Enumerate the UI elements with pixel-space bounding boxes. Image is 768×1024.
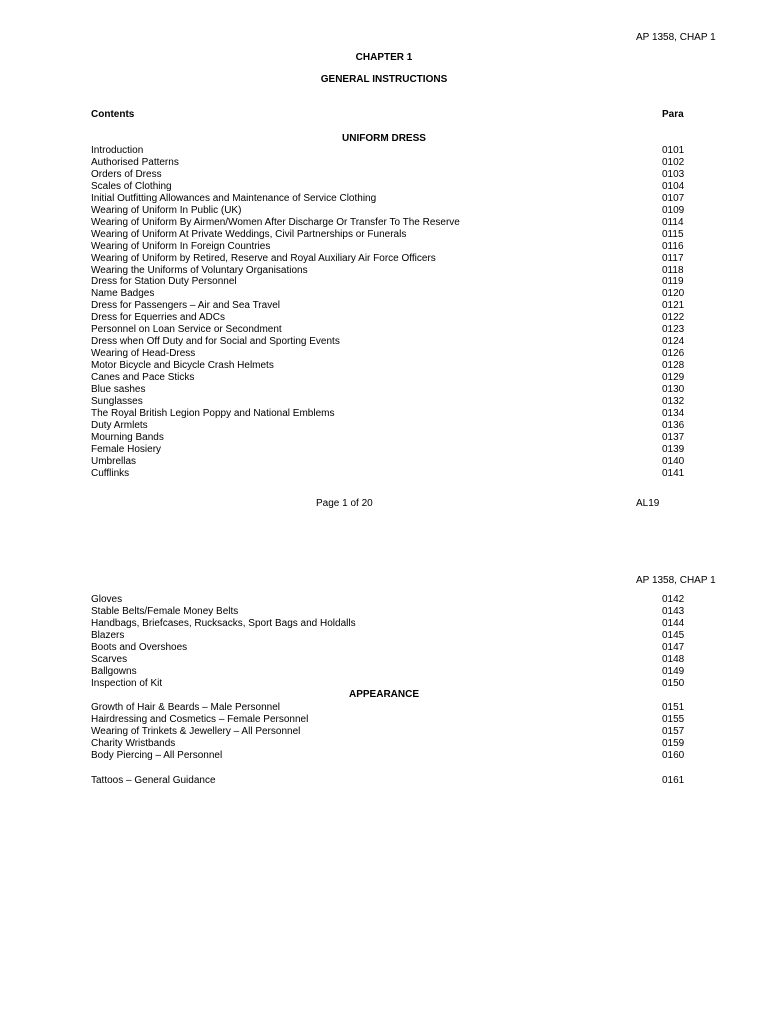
toc-row[interactable]	[0, 193, 768, 205]
toc-row[interactable]	[0, 432, 768, 444]
toc-item-title: Introduction	[91, 145, 144, 156]
toc-item-title: Scarves	[91, 654, 128, 665]
toc-item-title: Initial Outfitting Allowances and Maintenance of Service Clothing	[91, 192, 377, 204]
toc-item-para: 0119	[662, 276, 684, 288]
toc-item-title: Tattoos – General Guidance	[91, 775, 216, 786]
toc-row[interactable]	[0, 408, 768, 420]
toc-item-title: Dress for Passengers – Air and Sea Travel	[91, 300, 280, 312]
toc-item-para: 0104	[662, 180, 685, 192]
toc-item-title: Cufflinks	[91, 467, 130, 479]
toc-row[interactable]	[0, 265, 768, 277]
toc-item-title: Dress for Station Duty Personnel	[91, 276, 237, 288]
toc-item-title: Charity Wristbands	[91, 738, 176, 749]
toc-row[interactable]	[0, 241, 768, 253]
toc-item-title: Handbags, Briefcases, Rucksacks, Sport Bags and Holdalls	[91, 618, 356, 629]
toc-item-title: Mourning Bands	[91, 431, 164, 443]
toc-row[interactable]	[0, 750, 768, 762]
section-heading-appearance: APPEARANCE	[348, 689, 419, 700]
toc-item-title: Orders of Dress	[91, 168, 162, 180]
toc-item-title: Wearing of Head-Dress	[91, 348, 196, 360]
toc-item-title: Wearing of Trinkets & Jewellery – All Personnel	[91, 726, 301, 737]
toc-item-para: 0143	[662, 606, 685, 617]
toc-item-para: 0123	[662, 324, 685, 336]
toc-item-para: 0128	[662, 360, 685, 372]
toc-item-para: 0161	[662, 775, 685, 786]
toc-row[interactable]	[0, 630, 768, 642]
toc-row[interactable]	[0, 229, 768, 241]
toc-item-para: 0157	[662, 726, 685, 737]
toc-item-para: 0160	[662, 750, 685, 761]
toc-item-para: 0151	[662, 702, 685, 713]
toc-item-title: Stable Belts/Female Money Belts	[91, 606, 239, 617]
toc-row[interactable]	[0, 396, 768, 408]
toc-row[interactable]	[0, 642, 768, 654]
para-label: Para	[662, 109, 684, 120]
toc-item-para: 0122	[662, 312, 685, 324]
toc-row[interactable]	[0, 157, 768, 169]
toc-item-para: 0137	[662, 431, 685, 443]
toc-item-para: 0129	[662, 372, 685, 384]
toc-row[interactable]	[0, 594, 768, 606]
toc-row[interactable]	[0, 312, 768, 324]
toc-item-title: Umbrellas	[91, 455, 137, 467]
chapter-title: GENERAL INSTRUCTIONS	[320, 74, 448, 85]
toc-item-title: Canes and Pace Sticks	[91, 372, 195, 384]
toc-row[interactable]	[0, 324, 768, 336]
toc-row[interactable]	[0, 714, 768, 726]
toc-item-para: 0124	[662, 336, 685, 348]
toc-item-title: Wearing of Uniform In Public (UK)	[91, 204, 242, 216]
toc-item-para: 0130	[662, 384, 685, 395]
toc-item-para: 0141	[662, 467, 685, 479]
toc-row[interactable]	[0, 276, 768, 288]
toc-row[interactable]	[0, 181, 768, 193]
toc-row[interactable]	[0, 300, 768, 312]
toc-item-para: 0121	[662, 300, 685, 312]
toc-item-title: Authorised Patterns	[91, 156, 179, 168]
toc-item-para: 0109	[662, 204, 685, 216]
toc-item-para: 0114	[662, 216, 684, 228]
contents-label: Contents	[91, 109, 135, 120]
toc-item-para: 0120	[662, 288, 685, 300]
toc-item-title: Boots and Overshoes	[91, 642, 188, 653]
toc-item-para: 0103	[662, 168, 685, 180]
toc-item-para: 0144	[662, 618, 685, 629]
toc-item-para: 0140	[662, 455, 685, 467]
toc-item-title: Growth of Hair & Beards – Male Personnel	[91, 702, 280, 713]
toc-row[interactable]	[0, 738, 768, 750]
chapter-number: CHAPTER 1	[355, 52, 413, 63]
toc-row[interactable]	[0, 169, 768, 181]
toc-row[interactable]	[0, 666, 768, 678]
toc-item-title: Sunglasses	[91, 395, 143, 407]
toc-row[interactable]	[0, 654, 768, 666]
page-number: Page 1 of 20	[316, 498, 373, 509]
toc-item-title: Hairdressing and Cosmetics – Female Personnel	[91, 714, 309, 725]
toc-row[interactable]	[0, 618, 768, 630]
toc-item-title: Gloves	[91, 594, 123, 605]
toc-row[interactable]	[0, 384, 768, 396]
toc-item-title: Dress for Equerries and ADCs	[91, 312, 225, 324]
toc-row[interactable]	[0, 702, 768, 714]
toc-row[interactable]	[0, 288, 768, 300]
toc-item-title: Inspection of Kit	[91, 678, 163, 689]
toc-row[interactable]	[0, 444, 768, 456]
toc-item-title: Motor Bicycle and Bicycle Crash Helmets	[91, 360, 274, 372]
toc-item-para: 0150	[662, 678, 685, 689]
toc-item-title: Female Hosiery	[91, 443, 162, 455]
toc-item-para: 0116	[662, 240, 684, 252]
toc-item-title: Blazers	[91, 630, 125, 641]
toc-item-para: 0134	[662, 407, 685, 419]
toc-row[interactable]	[0, 726, 768, 738]
toc-item-title: Name Badges	[91, 288, 155, 300]
toc-item-para: 0148	[662, 654, 685, 665]
toc-item-para: 0149	[662, 666, 685, 677]
toc-item-para: 0155	[662, 714, 685, 725]
toc-item-para: 0118	[662, 264, 684, 276]
toc-item-title: Wearing the Uniforms of Voluntary Organisations	[91, 264, 308, 276]
toc-row[interactable]	[0, 775, 768, 787]
toc-item-title: Duty Armlets	[91, 419, 148, 431]
toc-item-para: 0126	[662, 348, 685, 360]
toc-item-title: Scales of Clothing	[91, 180, 172, 192]
toc-item-para: 0145	[662, 630, 685, 641]
toc-item-para: 0107	[662, 192, 685, 204]
toc-row[interactable]	[0, 145, 768, 157]
toc-item-title: Blue sashes	[91, 384, 146, 395]
toc-item-para: 0142	[662, 594, 685, 605]
toc-row[interactable]	[0, 253, 768, 265]
toc-item-title: Body Piercing – All Personnel	[91, 750, 223, 761]
toc-item-para: 0136	[662, 419, 685, 431]
toc-item-title: Wearing of Uniform By Airmen/Women After Discharge Or Transfer To The Reserve	[91, 216, 460, 228]
toc-row[interactable]	[0, 606, 768, 618]
toc-item-para: 0102	[662, 156, 685, 168]
amendment-label: AL19	[636, 498, 660, 509]
toc-item-para: 0132	[662, 395, 685, 407]
toc-item-para: 0147	[662, 642, 685, 653]
toc-item-para: 0117	[662, 252, 684, 264]
toc-row[interactable]	[0, 456, 768, 468]
toc-row[interactable]	[0, 420, 768, 432]
toc-row[interactable]	[0, 217, 768, 229]
section-heading-uniform-dress: UNIFORM DRESS	[342, 133, 426, 144]
page2-header-ref: AP 1358, CHAP 1	[636, 575, 716, 586]
toc-item-title: Dress when Off Duty and for Social and Sporting Events	[91, 336, 340, 348]
toc-item-para: 0139	[662, 443, 685, 455]
toc-row[interactable]	[0, 372, 768, 384]
toc-row[interactable]	[0, 468, 768, 480]
toc-item-title: Wearing of Uniform In Foreign Countries	[91, 240, 271, 252]
toc-item-title: The Royal British Legion Poppy and National Emblems	[91, 407, 335, 419]
toc-item-title: Personnel on Loan Service or Secondment	[91, 324, 282, 336]
toc-row[interactable]	[0, 348, 768, 360]
page1-header-ref: AP 1358, CHAP 1	[636, 32, 716, 43]
toc-item-para: 0115	[662, 228, 684, 240]
toc-item-para: 0101	[662, 145, 685, 156]
toc-row[interactable]	[0, 205, 768, 217]
toc-item-title: Ballgowns	[91, 666, 137, 677]
toc-item-title: Wearing of Uniform At Private Weddings, Civil Partnerships or Funerals	[91, 228, 407, 240]
toc-item-para: 0159	[662, 738, 685, 749]
toc-row[interactable]	[0, 360, 768, 372]
toc-row[interactable]	[0, 336, 768, 348]
toc-item-title: Wearing of Uniform by Retired, Reserve and Royal Auxiliary Air Force Officers	[91, 252, 436, 264]
